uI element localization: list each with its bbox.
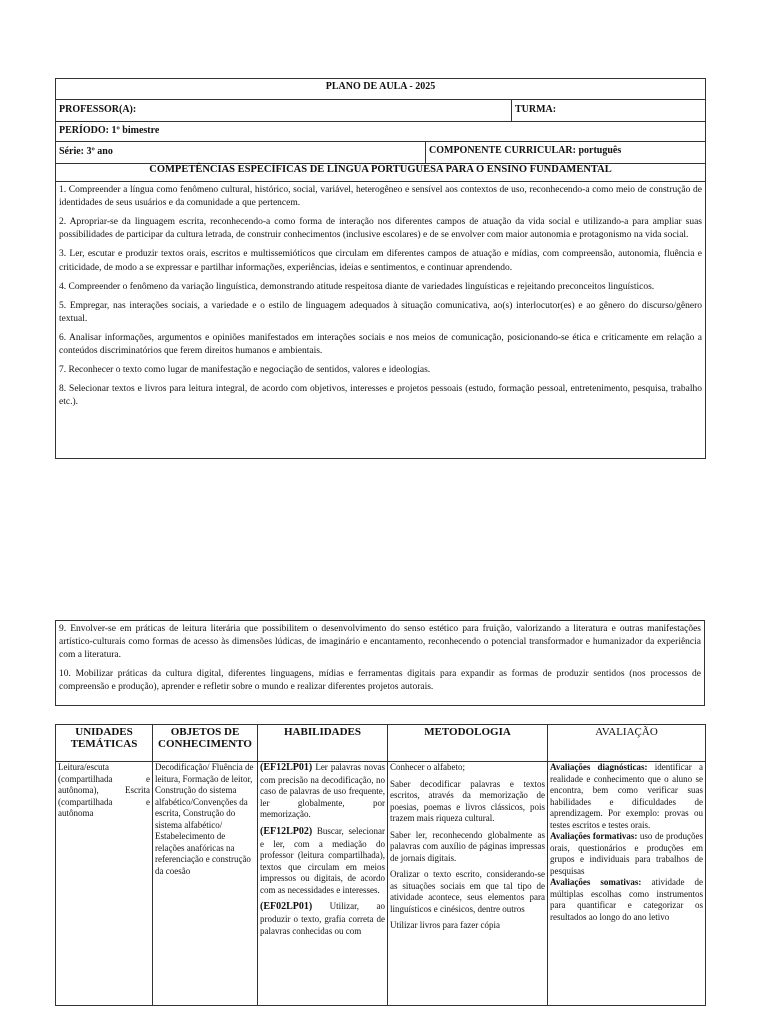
cell-unidades xyxy=(56,762,153,1006)
competencia-item: 8. Selecionar textos e livros para leitura integral, de acordo com objetivos, interesses e projetos pessoais (estudo, formação pessoal, entretenimento, pesquisa, trabalho etc.). xyxy=(59,384,703,408)
metodologia-item: Conhecer o alfabeto; xyxy=(390,762,465,772)
competencias-title: COMPETÊNCIAS ESPECÍFICAS DE LÍNGUA PORTUGUESA PARA O ENSINO FUNDAMENTAL xyxy=(56,164,706,182)
turma-field: TURMA: xyxy=(512,100,706,122)
avaliacao-item xyxy=(550,831,703,877)
plan-header-table xyxy=(55,78,706,459)
header-objetos: OBJETOS DE CONHECIMENTO xyxy=(153,725,258,762)
avaliacao-item xyxy=(550,877,703,923)
competencia-item: 1. Compreender a língua como fenômeno cultural, histórico, social, variável, heterogêneo e sensível aos contextos de uso, reconhecendo-a como meio de construção de identidades de seus usuários e da comunidade a que pertencem. xyxy=(59,185,703,209)
serie-field: Série: 3º ano xyxy=(56,142,426,164)
competencia-item: 4. Compreender o fenômeno da variação linguística, demonstrando atitude respeitosa diante de variedades linguísticas e rejeitando preconceitos linguísticos. xyxy=(59,281,655,292)
avaliacao-text: atividade de múltiplas escolhas como instrumentos para quantificar e categorizar os resultados ao longo do ano letivo xyxy=(550,877,703,922)
competencias-continuation-table xyxy=(55,620,705,706)
lesson-plan-table xyxy=(55,724,706,1006)
competencia-item: 3. Ler, escutar e produzir textos orais, escritos e multissemióticos que circulam em diferentes campos de atuação e mídias, com compreensão, autonomia, fluência e criticidade, de modo a se expressar e partilhar informações, experiências, ideias e sentimentos, e continuar aprendendo. xyxy=(59,249,703,273)
avaliacao-text: uso de produções orais, questionários e produções em grupos e individuais para trabalhos de pesquisas xyxy=(550,831,703,876)
header-metodologia: METODOLOGIA xyxy=(388,725,548,762)
competencias-list xyxy=(56,182,706,459)
avaliacao-label: Avaliações somativas: xyxy=(550,877,642,888)
avaliacao-text: identificar a realidade e conhecimento que o aluno se encontra, bem como verificar suas habilidades e dificuldades de aprendizagem. Por exemplo: provas ou testes escritos e testes orais. xyxy=(550,762,703,830)
habilidade-item xyxy=(260,901,385,937)
professor-field: PROFESSOR(A): xyxy=(56,100,512,122)
habilidade-code: (EF12LP02) xyxy=(260,825,313,837)
competencia-item: 2. Apropriar-se da linguagem escrita, reconhecendo-a como forma de interação nos diferentes campos de atuação da vida social e utilizando-a para ampliar suas possibilidades de participar da cultura letrada, de construir conhecimentos (inclusive escolares) e de se envolver com maior autonomia e protagonismo na vida social. xyxy=(59,217,703,241)
metodologia-item: Saber ler, reconhecendo globalmente as palavras com auxílio de páginas impressas de jornais digitais. xyxy=(390,829,545,863)
header-unidades: UNIDADES TEMÁTICAS xyxy=(56,725,153,762)
habilidade-code: (EF12LP01) xyxy=(260,762,313,773)
avaliacao-item xyxy=(550,762,703,831)
unidades-text: Leitura/escuta (compartilhada e autônoma), Escrita (compartilhada e autônoma xyxy=(58,762,150,819)
competencia-item: 5. Empregar, nas interações sociais, a variedade e o estilo de linguagem adequados à situação comunicativa, ao(s) interlocutor(es) e ao gênero do discurso/gênero textual. xyxy=(59,300,703,324)
plan-title: PLANO DE AULA - 2025 xyxy=(56,79,706,100)
habilidade-text: Ler palavras novas com precisão na decodificação, no caso de palavras de uso frequente, ler globalmente, por memorização. xyxy=(260,762,385,820)
header-avaliacao: AVALIAÇÃO xyxy=(548,725,706,762)
competencia-item: 9. Envolver-se em práticas de leitura literária que possibilitem o desenvolvimento do senso estético para fruição, valorizando a literatura e outras manifestações artístico-culturais como formas de acesso às dimensões lúdicas, de imaginário e encantamento, reconhecendo o potencial transformador e humanizador da experiência com a literatura. xyxy=(59,624,701,661)
habilidade-item xyxy=(260,826,385,896)
habilidade-text: Utilizar, ao produzir o texto, grafia correta de palavras conhecidas ou com xyxy=(260,901,385,936)
cell-avaliacao xyxy=(548,762,706,1006)
habilidade-code: (EF02LP01) xyxy=(260,901,313,913)
habilidade-text: Buscar, selecionar e ler, com a mediação do professor (leitura compartilhada), textos que circulam em meios impressos ou digitais, de acordo com as necessidades e interesses. xyxy=(260,825,385,895)
metodologia-item: Oralizar o texto escrito, considerando-se as situações sociais em que tal tipo de atividade acontece, seus elementos para linguísticos e cinésicos, dentre outros xyxy=(390,869,545,914)
competencias-continuation-list xyxy=(56,621,705,706)
competencia-item: 7. Reconhecer o texto como lugar de manifestação e negociação de sentidos, valores e ideologias. xyxy=(59,365,431,376)
habilidade-item xyxy=(260,762,385,821)
metodologia-item: Utilizar livros para fazer cópia xyxy=(390,920,500,931)
cell-habilidades xyxy=(258,762,388,1006)
competencia-item: 10. Mobilizar práticas da cultura digital, diferentes linguagens, mídias e ferramentas digitais para expandir as formas de produzir sentidos (nos processos de compreensão e produção), aprender e refletir sobre o mundo e realizar diferentes projetos autorais. xyxy=(59,669,701,693)
avaliacao-label: Avaliações diagnósticas: xyxy=(550,762,648,772)
cell-objetos xyxy=(153,762,258,1006)
competencia-item: 6. Analisar informações, argumentos e opiniões manifestados em interações sociais e nos meios de comunicação, posicionando-se ética e criticamente em relação a conteúdos discriminatórios que ferem direitos humanos e ambientais. xyxy=(59,332,703,357)
objetos-text: Decodificação/ Fluência de leitura, Formação de leitor, Construção do sistema alfabético/Convenções da escrita, Construção do sistema alfabético/ Estabelecimento de relações anafóricas na referenciação e construção da coesão xyxy=(155,762,254,876)
periodo-field: PERÍODO: 1º bimestre xyxy=(56,122,706,142)
cell-metodologia xyxy=(388,762,548,1006)
componente-field: COMPONENTE CURRICULAR: português xyxy=(426,142,706,164)
metodologia-item: Saber decodificar palavras e textos escritos, através da memorização de poesias, poemas e livros clássicos, pois trazem mais riqueza cultural. xyxy=(390,778,545,824)
avaliacao-label: Avaliações formativas: xyxy=(550,831,638,842)
header-habilidades: HABILIDADES xyxy=(258,725,388,762)
